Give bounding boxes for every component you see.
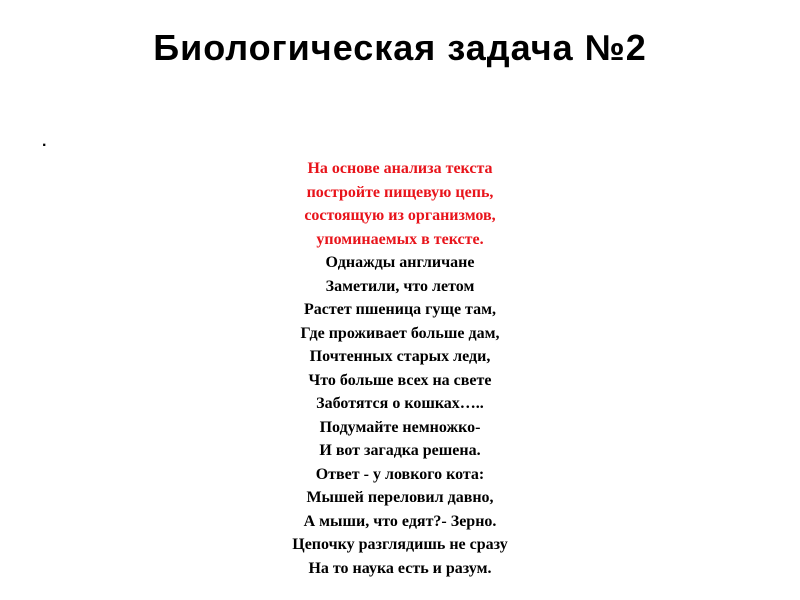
poem-line: Однажды англичане bbox=[325, 254, 475, 271]
task-line: состоящую из организмов, bbox=[304, 207, 496, 224]
bullet-mark: . bbox=[42, 133, 47, 150]
task-line: постройте пищевую цепь, bbox=[306, 183, 494, 201]
poem-line: И вот загадка решена. bbox=[319, 442, 481, 459]
poem-line: Заметили, что летом bbox=[325, 277, 475, 295]
slide-title: Биологическая задача №2 bbox=[153, 27, 647, 68]
poem-line: Ответ - у ловкого кота: bbox=[315, 465, 485, 483]
poem-line: Цепочку разглядишь не сразу bbox=[292, 536, 508, 553]
poem-line: Где проживает больше дам, bbox=[300, 324, 500, 342]
poem-line: Заботятся о кошках….. bbox=[316, 395, 484, 412]
poem-line: На то наука есть и разум. bbox=[308, 559, 492, 577]
poem-block bbox=[150, 157, 650, 580]
task-line: упоминаемых в тексте. bbox=[316, 230, 484, 248]
poem-line: Почтенных старых леди, bbox=[309, 348, 491, 365]
poem-line: Мышей переловил давно, bbox=[306, 489, 494, 506]
poem-line: Растет пшеница гуще там, bbox=[303, 301, 496, 318]
task-line: На основе анализа текста bbox=[307, 160, 493, 177]
poem-line: Подумайте немножко- bbox=[319, 418, 481, 436]
poem-line: Что больше всех на свете bbox=[308, 371, 492, 389]
poem-line: А мыши, что едят?- Зерно. bbox=[303, 512, 497, 530]
